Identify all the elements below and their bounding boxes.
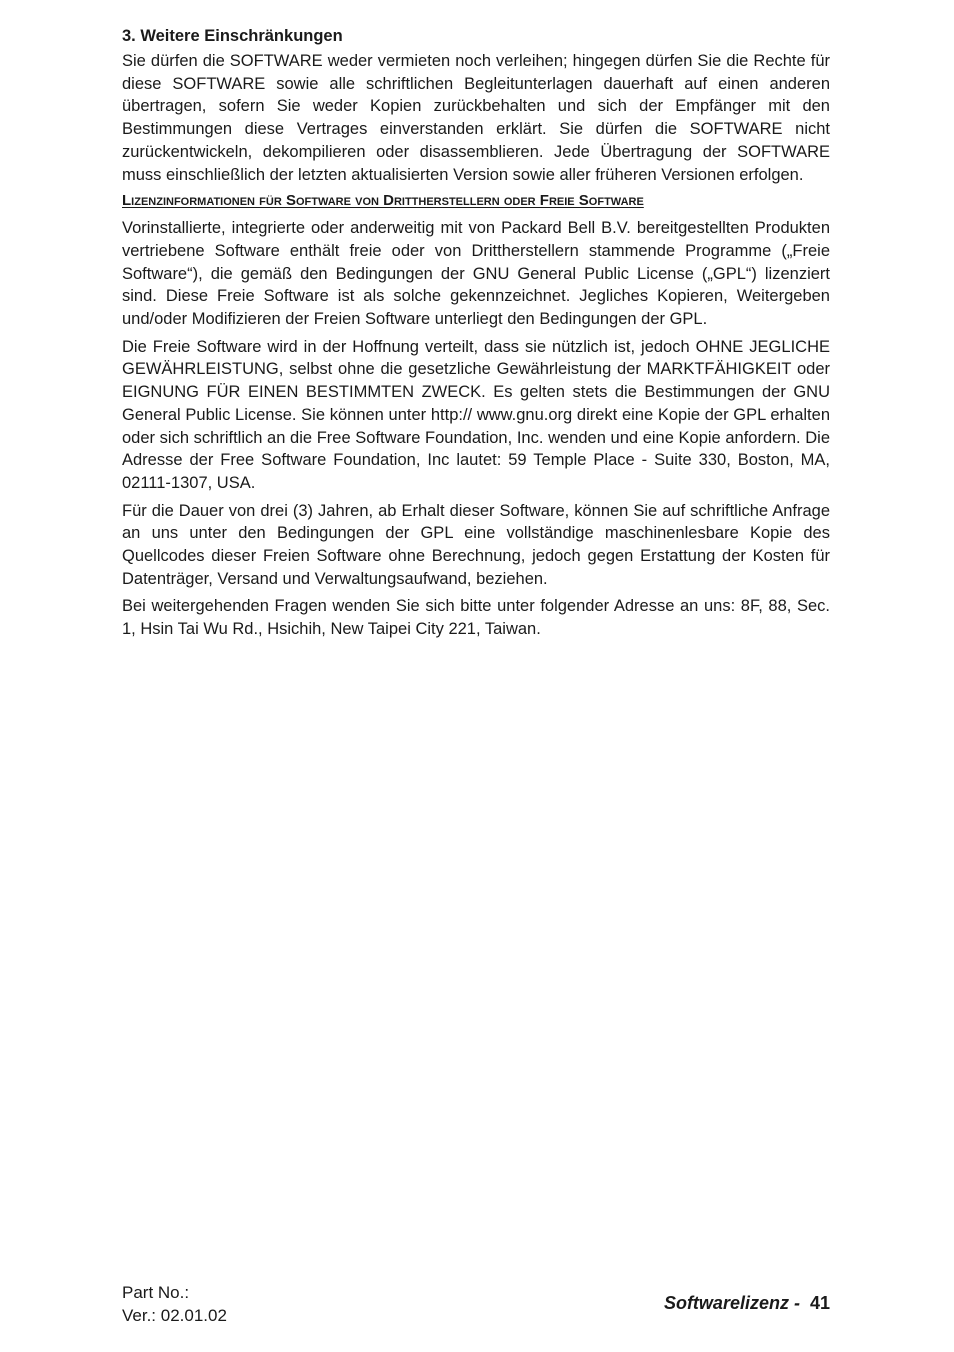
license-paragraph: Bei weitergehenden Fragen wenden Sie sich bitte unter folgender Adresse an uns: 8F, 88, Sec. 1, Hsin Tai Wu Rd., Hsichih, New Taipei City 221, Taiwan. xyxy=(122,597,830,639)
version-number: Ver.: 02.01.02 xyxy=(122,1306,227,1325)
section-label: Softwarelizenz - xyxy=(663,1293,800,1313)
footer-left xyxy=(122,1281,227,1327)
license-paragraph: Für die Dauer von drei (3) Jahren, ab Erhalt dieser Software, können Sie auf schriftliche Anfrage an uns unter den Bedingungen der GPL eine vollständige maschinenlesbare Kopie des Quellcodes dieser Freien Software ohne Berechnung, jedoch gegen Erstattung der Kosten für Datenträger, Versand und Verwaltungsaufwand, beziehen. xyxy=(122,501,830,588)
page-number: 41 xyxy=(809,1293,830,1313)
page-content xyxy=(122,25,830,646)
footer-right xyxy=(664,1291,830,1315)
license-paragraph: Die Freie Software wird in der Hoffnung verteilt, dass sie nützlich ist, jedoch OHNE JEGLICHE GEWÄHRLEISTUNG, selbst ohne die gesetzliche Gewährleistung der MARKTFÄHIGKEIT oder EIGNUNG FÜR EINEN BESTIMMTEN ZWECK. Es gelten stets die Bestimmungen der GNU General Public License. Sie können unter http:// www.gnu.org direkt eine Kopie der GPL erhalten oder sich schriftlich an die Free Software Foundation, Inc. wenden und eine Kopie anfordern. Die Adresse der Free Software Foundation, Inc lautet: 59 Temple Place - Suite 330, Boston, MA, 02111-1307, USA. xyxy=(122,337,830,492)
part-number: Part No.: xyxy=(122,1283,190,1302)
section-paragraph: Sie dürfen die SOFTWARE weder vermieten noch verleihen; hingegen dürfen Sie die Rechte für diese SOFTWARE sowie alle schriftlichen Begleitunterlagen dauerhaft auf einen anderen übertragen, sofern Sie weder Kopien zurückbehalten und sich der Empfänger mit den Bestimmungen diese Vertrages einverstanden erklärt. Sie dürfen die SOFTWARE nicht zurückentwickeln, dekompilieren oder disassemblieren. Jede Übertragung der SOFTWARE muss einschließlich der letzten aktualisierten Version sowie aller früheren Versionen erfolgen. xyxy=(122,52,830,184)
section-title: 3. Weitere Einschränkungen xyxy=(122,27,343,45)
license-paragraph: Vorinstallierte, integrierte oder anderweitig mit von Packard Bell B.V. bereitgestellten Produkten vertriebene Software enthält freie oder von Drittherstellern stammende Programme („Freie Software“), die gemäß den Bedingungen der GNU General Public License („GPL“) lizenziert sind. Diese Freie Software ist als solche gekennzeichnet. Jegliches Kopieren, Weitergeben und/oder Modifizieren der Freien Software unterliegt den Bedingungen der GPL. xyxy=(122,219,830,329)
license-heading: Lizenzinformationen für Software von Drittherstellern oder Freie Software xyxy=(122,192,644,210)
